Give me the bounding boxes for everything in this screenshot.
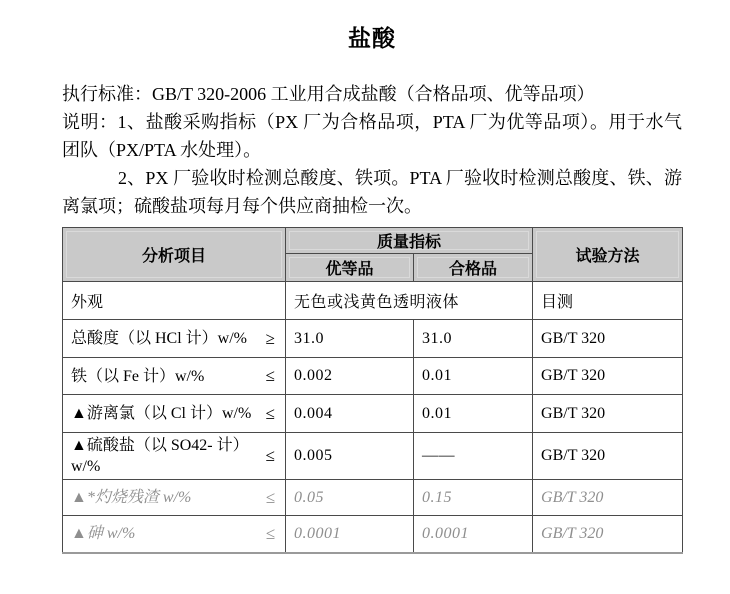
- operator-symbol: ≤: [265, 446, 275, 465]
- item-label: 铁（以 Fe 计）w/%: [71, 367, 205, 385]
- analysis-item-cell: 外观: [63, 282, 286, 320]
- method-cell: GB/T 320: [533, 395, 683, 433]
- analysis-item-cell: [63, 358, 286, 395]
- premium-value-cell: 0.05: [286, 480, 414, 516]
- premium-value-cell: 0.002: [286, 358, 414, 395]
- method-cell: GB/T 320: [533, 320, 683, 358]
- operator-symbol: ≤: [265, 487, 275, 507]
- item-label: ▲游离氯（以 Cl 计）w/%: [71, 405, 252, 422]
- operator-symbol: ≤: [265, 523, 275, 543]
- header-quality-index: 质量指标: [286, 228, 533, 254]
- table-row: [63, 358, 683, 395]
- premium-value-cell: 31.0: [286, 320, 414, 358]
- item-label: ▲砷 w/%: [71, 525, 136, 543]
- table-row: [63, 433, 683, 480]
- paragraph-note-1: 说明：1、盐酸采购指标（PX 厂为合格品项，PTA 厂为优等品项）。用于水气团队（PX/PTA 水处理）。: [62, 112, 682, 160]
- premium-value-cell: 0.004: [286, 395, 414, 433]
- analysis-item-cell: [63, 433, 286, 480]
- appearance-value-cell: 无色或浅黄色透明液体: [286, 282, 533, 320]
- qualified-value-cell: ——: [414, 433, 533, 480]
- qualified-value-cell: 0.15: [414, 480, 533, 516]
- operator-symbol: ≤: [265, 366, 275, 385]
- analysis-item-cell: [63, 395, 286, 433]
- header-premium-grade: 优等品: [286, 254, 414, 282]
- item-label: 总酸度（以 HCl 计）w/%: [71, 330, 248, 347]
- method-cell: GB/T 320: [533, 433, 683, 480]
- operator-symbol: ≤: [265, 403, 275, 423]
- page-title: 盐酸: [348, 26, 396, 51]
- header-qualified-grade: 合格品: [414, 254, 533, 282]
- analysis-item-cell: [63, 320, 286, 358]
- item-label: ▲硫酸盐（以 SO42- 计）w/%: [71, 437, 249, 475]
- table-header-row-1: [63, 228, 683, 254]
- operator-symbol: ≥: [265, 328, 275, 348]
- premium-value-cell: 0.005: [286, 433, 414, 480]
- analysis-item-cell: [63, 516, 286, 553]
- method-cell: 目测: [533, 282, 683, 320]
- method-cell: GB/T 320: [533, 480, 683, 516]
- method-cell: GB/T 320: [533, 358, 683, 395]
- qualified-value-cell: 0.01: [414, 358, 533, 395]
- qualified-value-cell: 0.0001: [414, 516, 533, 553]
- premium-value-cell: 0.0001: [286, 516, 414, 553]
- header-test-method: 试验方法: [533, 228, 683, 282]
- table-row: [63, 320, 683, 358]
- qualified-value-cell: 31.0: [414, 320, 533, 358]
- item-label: ▲*灼烧残渣 w/%: [71, 489, 192, 506]
- spec-table: [62, 227, 683, 554]
- qualified-value-cell: 0.01: [414, 395, 533, 433]
- table-row: [63, 395, 683, 433]
- paragraph-standard: 执行标准：GB/T 320-2006 工业用合成盐酸（合格品项、优等品项）: [62, 84, 595, 104]
- table-row: [63, 282, 683, 320]
- method-cell: GB/T 320: [533, 516, 683, 553]
- analysis-item-cell: [63, 480, 286, 516]
- table-row: [63, 480, 683, 516]
- table-row: [63, 516, 683, 553]
- header-analysis-item: 分析项目: [63, 228, 286, 282]
- paragraph-note-2: 2、PX 厂验收时检测总酸度、铁项。PTA 厂验收时检测总酸度、铁、游离氯项；硫酸盐项每月每个供应商抽检一次。: [62, 168, 682, 216]
